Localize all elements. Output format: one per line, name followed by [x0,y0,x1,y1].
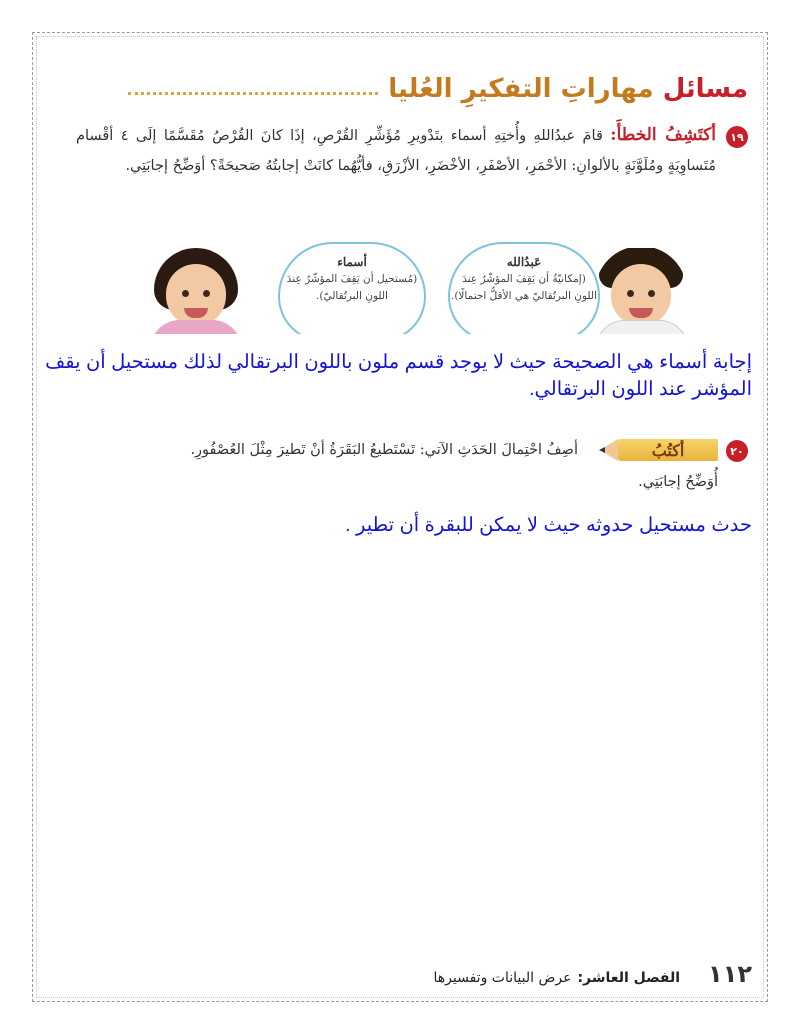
bubble-asmaa-text: (مُستحيل أن يَقِفَ المؤشّرُ عِندَ اللونِ البرتُقاليّ). [286,273,418,302]
section-title-main: مهاراتِ التفكيرِ العُليا [388,74,654,104]
bubble-asmaa-name: أسماء [337,255,367,269]
answer-20-text: حدث مستحيل حدوثه حيث لا يمكن للبقرة أن تطير . [345,514,752,536]
page-number: ١١٢ [708,960,752,988]
question-19-body: قامَ عبدُاللهِ وأُختِهِ أسماء بتَدْويرِ مُؤَشِّرِ القُرْصِ، إذَا كانَ القُرْصُ مُقَسَّمًا إلَى ٤ أقْسام مُتَساوِيَةٍ ومُلَوَّنَةٍ بالألوانِ: الأحْمَرِ، الأصْفَرِ، الأخْضَرِ، الأزْرَقِ، فأيُّهُما كانَتْ إجابتُهُ صَحيحَةً؟ أوَضِّحُ إجابَتِي. [76,128,716,174]
section-header [128,72,748,106]
question-19-number: ١٩ [726,126,748,148]
question-20-number: ٢٠ [726,440,748,462]
bubble-abdullah-name: عَبدُالله [506,255,542,269]
question-19-lead: أكتَشِفُ الخطأَ: [610,125,716,145]
question-19-text [76,120,716,181]
write-badge-label: أكتُبُ [651,440,685,460]
pencil-icon [618,439,718,461]
chapter-info [434,970,681,986]
girl-illustration [150,246,242,334]
answer-19-text: إجابة أسماء هي الصحيحة حيث لا يوجد قسم ملون باللون البرتقالي لذلك مستحيل أن يقف المؤشر عند اللون البرتقالي. [45,351,752,400]
section-title [388,74,748,104]
page-footer [434,960,753,988]
question-20-line1: أصِفُ احْتِمالَ الحَدَثِ الآتي: تَسْتَطيعُ البَقَرَةُ أنْ تَطيرَ مِثْلَ العُصْفُورِ. [190,442,578,458]
section-title-prefix: مسائل [662,74,748,104]
write-badge [588,436,718,464]
illustration-crop-mask [140,334,620,350]
bubble-abdullah-text: (إمكانيّةُ أن يَقِفَ المؤشّرُ عِندَ اللونِ البرتُقاليّ هي الأقلُّ احتمالًا). [451,273,597,302]
chapter-title: عرض البيانات وتفسيرها [433,970,572,986]
title-dotted-rule [128,92,378,95]
speech-bubble-asmaa [278,242,426,342]
chapter-label: الفصل العاشر: [577,970,681,986]
question-20-line2: أُوَضِّحُ إجابَتِي. [638,474,718,490]
speech-bubble-abdullah [448,242,600,342]
boy-illustration [595,246,687,334]
